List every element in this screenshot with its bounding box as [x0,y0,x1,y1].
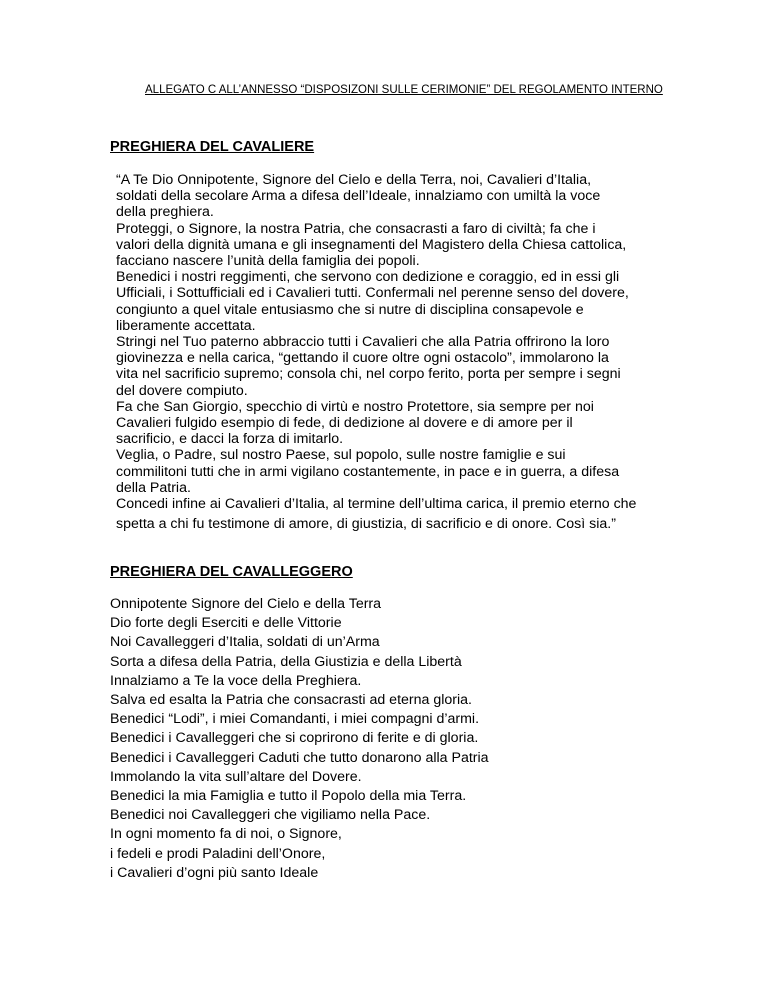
prayer-line: Ufficiali, i Sottufficiali ed i Cavalieri tutti. Confermali nel perenne senso del dovere, [116,285,629,302]
section-title-cavaliere: PREGHIERA DEL CAVALIERE [110,139,315,155]
prayer-line: Benedici noi Cavalleggeri che vigiliamo nella Pace. [110,807,431,824]
section-title-cavalleggero: PREGHIERA DEL CAVALLEGGERO [110,564,353,580]
prayer-line: facciano nascere l’unità della famiglia dei popoli. [116,253,420,270]
prayer-line: Veglia, o Padre, sul nostro Paese, sul popolo, sulle nostre famiglie e sui [116,447,566,464]
prayer-line: Onnipotente Signore del Cielo e della Terra [110,596,382,612]
prayer-line: Benedici i Cavalleggeri Caduti che tutto donarono alla Patria [110,749,489,766]
prayer-line: Fa che San Giorgio, specchio di virtù e nostro Protettore, sia sempre per noi [116,398,594,415]
prayer-line: Immolando la vita sull’altare del Dovere. [110,768,362,785]
prayer-cavalleggero [110,595,670,883]
prayer-line: soldati della secolare Arma a difesa dell’Ideale, innalziamo con umiltà la voce [116,188,601,205]
prayer-line: Noi Cavalleggeri d’Italia, soldati di un’Arma [110,634,380,651]
prayer-line: valori della dignità umana e gli insegnamenti del Magistero della Chiesa cattolica, [116,236,627,253]
prayer-line: Benedici i nostri reggimenti, che servono con dedizione e coraggio, ed in essi gli [116,269,620,286]
prayer-line: giovinezza e nella carica, “gettando il cuore oltre ogni ostacolo”, immolarono la [116,350,609,367]
prayer-line: Concedi infine ai Cavalieri d’Italia, al termine dell’ultima carica, il premio eterno che [116,496,637,513]
prayer-line: In ogni momento fa di noi, o Signore, [110,826,342,843]
prayer-line: congiunto a quel vitale entusiasmo che si nutre di disciplina consapevole e [116,301,584,318]
prayer-line: Stringi nel Tuo paterno abbraccio tutti i Cavalieri che alla Patria offrirono la loro [116,334,610,351]
prayer-line: Dio forte degli Eserciti e delle Vittorie [110,615,342,632]
prayer-line: i Cavalieri d’ogni più santo Ideale [110,864,319,881]
prayer-line: “A Te Dio Onnipotente, Signore del Cielo e della Terra, noi, Cavalieri d’Italia, [116,172,592,188]
prayer-line: spetta a chi fu testimone di amore, di giustizia, di sacrificio e di onore. Così sia.” [116,516,616,533]
prayer-line: i fedeli e prodi Paladini dell’Onore, [110,845,326,862]
prayer-line: Benedici la mia Famiglia e tutto il Popolo della mia Terra. [110,788,467,805]
prayer-line: del dovere compiuto. [116,382,248,399]
prayer-line: della preghiera. [116,204,214,221]
prayer-line: Benedici i Cavalleggeri che si coprirono di ferite e di gloria. [110,730,479,747]
prayer-cavaliere [116,172,676,532]
prayer-line: liberamente accettata. [116,317,256,334]
prayer-line: della Patria. [116,479,191,496]
prayer-line: Sorta a difesa della Patria, della Giustizia e della Libertà [110,653,462,670]
prayer-line: Cavalieri fulgido esempio di fede, di dedizione al dovere e di amore per il [116,415,573,432]
prayer-line: commilitoni tutti che in armi vigilano costantemente, in pace e in guerra, a difesa [116,463,620,480]
prayer-line: Proteggi, o Signore, la nostra Patria, che consacrasti a faro di civiltà; fa che i [116,220,596,237]
prayer-line: sacrificio, e dacci la forza di imitarlo. [116,431,344,448]
prayer-line: vita nel sacrificio supremo; consola chi, nel corpo ferito, porta per sempre i segni [116,366,621,383]
prayer-line: Innalziamo a Te la voce della Preghiera. [110,672,362,689]
prayer-line: Salva ed esalta la Patria che consacrasti ad eterna gloria. [110,692,472,709]
document-header: ALLEGATO C ALL’ANNESSO “DISPOSIZONI SULLE CERIMONIE” DEL REGOLAMENTO INTERNO [145,84,663,96]
prayer-line: Benedici “Lodi”, i miei Comandanti, i miei compagni d’armi. [110,711,480,728]
